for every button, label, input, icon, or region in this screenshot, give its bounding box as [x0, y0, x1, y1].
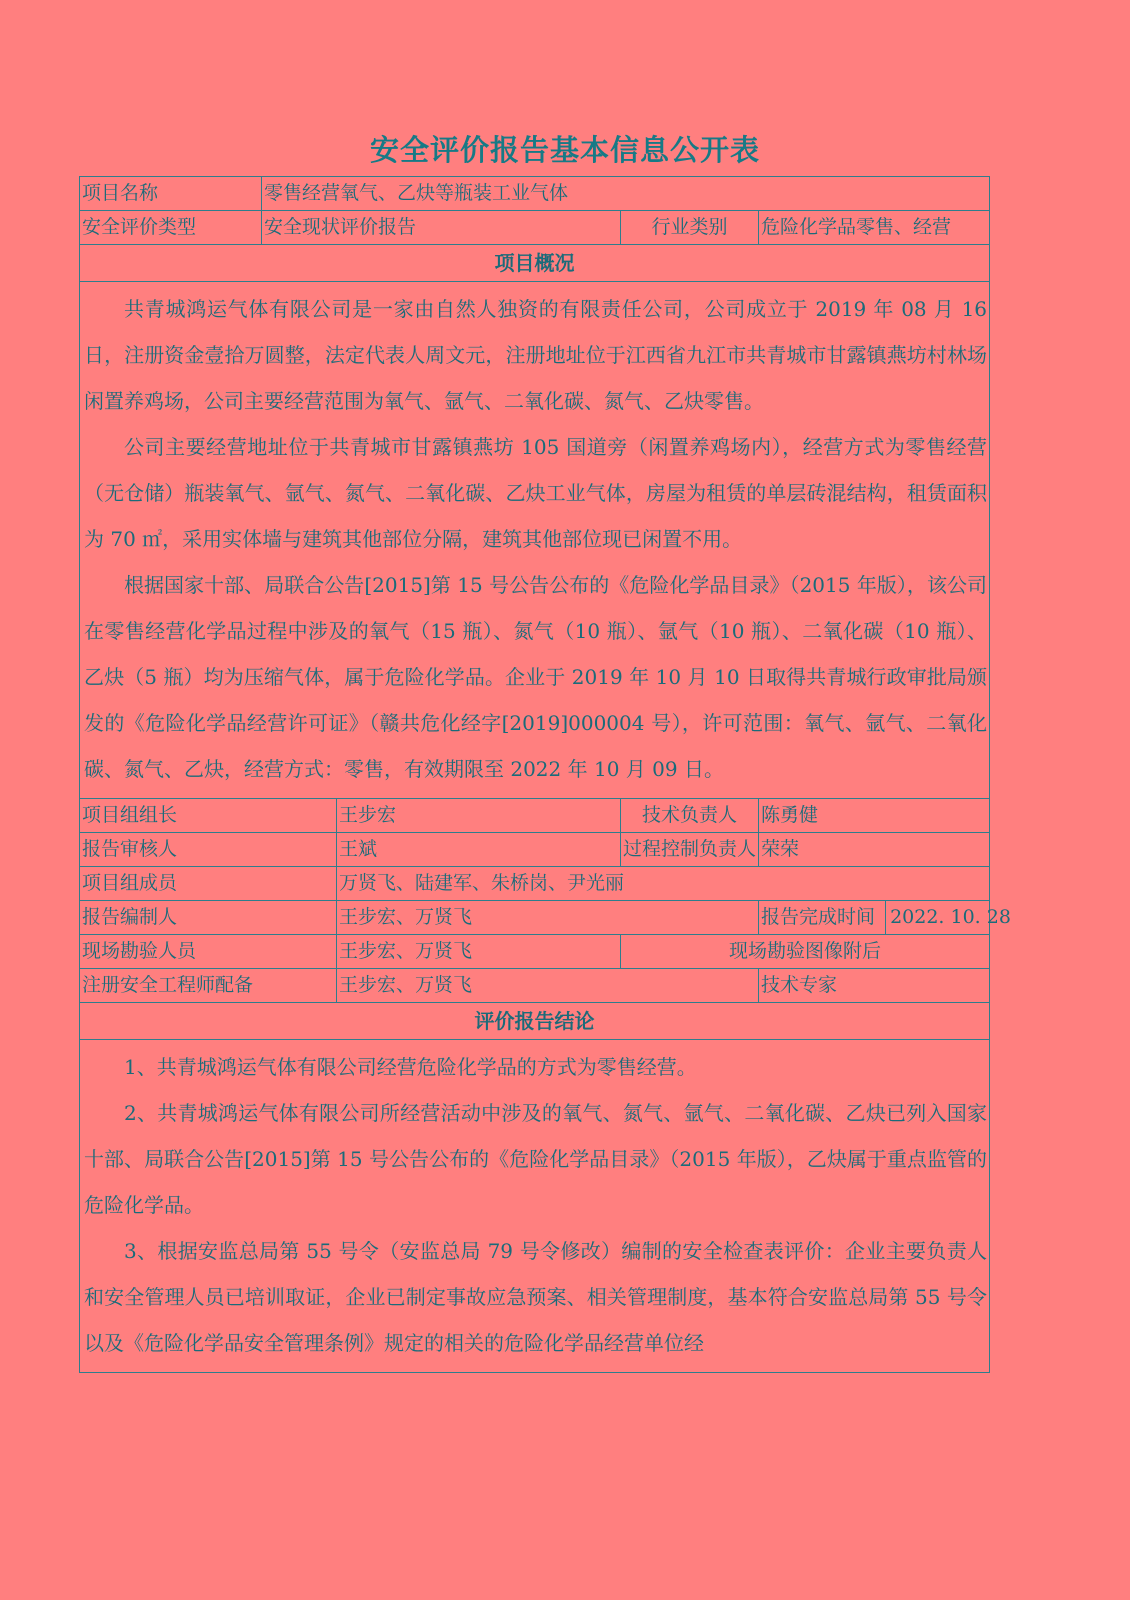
row-leader — [80, 799, 990, 833]
overview-paragraph-2: 公司主要经营地址位于共青城市甘露镇燕坊 105 国道旁（闲置养鸡场内），经营方式为零售经营（无仓储）瓶装氧气、氩气、氮气、二氧化碳、乙炔工业气体，房屋为租赁的单层砖混结构，租赁面积为 70 ㎡，采用实体墙与建筑其他部位分隔，建筑其他部位现已闲置不用。 — [84, 435, 988, 551]
row-overview-heading — [80, 245, 990, 282]
row-project-name — [80, 177, 990, 211]
row-conclusion-heading — [80, 1003, 990, 1040]
overview-body — [80, 282, 990, 799]
author-label: 报告编制人 — [80, 901, 337, 935]
conclusion-paragraph-1: 1、共青城鸿运气体有限公司经营危险化学品的方式为零售经营。 — [124, 1055, 697, 1079]
row-reviewer — [80, 833, 990, 867]
industry-label: 行业类别 — [621, 211, 759, 245]
members-label: 项目组成员 — [80, 867, 337, 901]
row-site — [80, 935, 990, 969]
members-value: 万贤飞、陆建军、朱桥岗、尹光丽 — [337, 867, 990, 901]
project-name-label: 项目名称 — [80, 177, 262, 211]
site-images-note: 现场勘验图像附后 — [621, 935, 990, 969]
site-label: 现场勘验人员 — [80, 935, 337, 969]
eval-type-label: 安全评价类型 — [80, 211, 262, 245]
row-overview-body — [80, 282, 990, 799]
done-time-value: 2022. 10. 28 — [885, 901, 1011, 934]
expert-label: 技术专家 — [761, 974, 838, 996]
conclusion-heading: 评价报告结论 — [80, 1003, 990, 1040]
tech-lead-label: 技术负责人 — [621, 799, 759, 833]
reviewer-label: 报告审核人 — [80, 833, 337, 867]
engineer-value: 王步宏、万贤飞 — [337, 969, 759, 1003]
author-value: 王步宏、万贤飞 — [337, 901, 759, 935]
overview-paragraph-1: 共青城鸿运气体有限公司是一家由自然人独资的有限责任公司，公司成立于 2019 年 08 月 16 日，注册资金壹拾万圆整，法定代表人周文元，注册地址位于江西省九江市共青城市甘露镇燕坊村林场闲置养鸡场，公司主要经营范围为氧气、氩气、二氧化碳、氮气、乙炔零售。 — [84, 297, 988, 413]
conclusion-body — [80, 1040, 990, 1373]
tech-lead-value: 陈勇健 — [759, 799, 990, 833]
engineer-label: 注册安全工程师配备 — [80, 969, 337, 1003]
done-time-label: 报告完成时间 — [761, 906, 876, 928]
reviewer-value: 王斌 — [337, 833, 621, 867]
conclusion-paragraph-2: 2、共青城鸿运气体有限公司所经营活动中涉及的氧气、氮气、氩气、二氧化碳、乙炔已列入国家十部、局联合公告[2015]第 15 号公告公布的《危险化学品目录》（2015 年版），乙炔属于重点监管的危险化学品。 — [84, 1101, 988, 1217]
row-engineer — [80, 969, 990, 1003]
leader-value: 王步宏 — [337, 799, 621, 833]
page-title: 安全评价报告基本信息公开表 — [369, 133, 760, 167]
row-conclusion-body — [80, 1040, 990, 1373]
site-value: 王步宏、万贤飞 — [337, 935, 621, 969]
overview-heading: 项目概况 — [80, 245, 990, 282]
leader-label: 项目组组长 — [80, 799, 337, 833]
process-label: 过程控制负责人 — [621, 833, 759, 867]
overview-paragraph-3: 根据国家十部、局联合公告[2015]第 15 号公告公布的《危险化学品目录》（2015 年版），该公司在零售经营化学品过程中涉及的氧气（15 瓶）、氮气（10 瓶）、氩气（10 瓶）、二氧化碳（10 瓶）、乙炔（5 瓶）均为压缩气体，属于危险化学品。企业于 2019 年 10 月 10 日取得共青城行政审批局颁发的《危险化学品经营许可证》（赣共危化经字[2019]000004 号），许可范围：氧气、氩气、二氧化碳、氮气、乙炔，经营方式：零售，有效期限至 2022 年 10 月 09 日。 — [84, 573, 988, 781]
project-name-value: 零售经营氧气、乙炔等瓶装工业气体 — [262, 177, 990, 211]
info-table — [79, 176, 1011, 1373]
row-members — [80, 867, 990, 901]
industry-value: 危险化学品零售、经营 — [759, 211, 990, 245]
conclusion-paragraph-3: 3、根据安监总局第 55 号令（安监总局 79 号令修改）编制的安全检查表评价：企业主要负责人和安全管理人员已培训取证，企业已制定事故应急预案、相关管理制度，基本符合安监总局第 55 号令以及《危险化学品安全管理条例》规定的相关的危险化学品经营单位经 — [84, 1239, 988, 1355]
process-value: 荣荣 — [759, 833, 990, 867]
row-author — [80, 901, 990, 935]
eval-type-value: 安全现状评价报告 — [262, 211, 621, 245]
done-time-cell — [759, 901, 1011, 935]
expert-cell — [759, 969, 990, 1003]
row-eval-type — [80, 211, 990, 245]
